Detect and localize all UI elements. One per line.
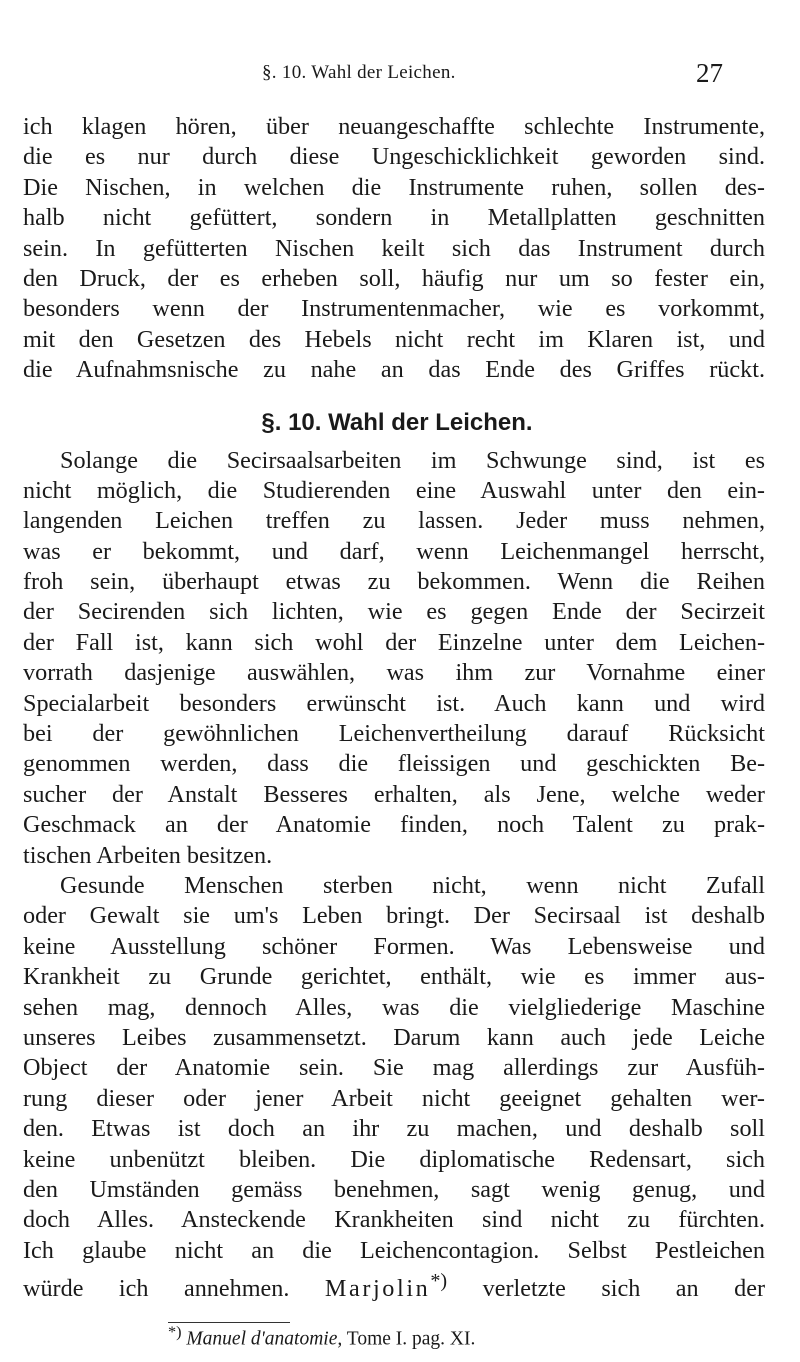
text-line: sucher der Anstalt Besseres erhalten, als Jene, welche weder <box>23 780 765 808</box>
text-line: Solange die Secirsaalsarbeiten im Schwunge sind, ist es <box>60 446 765 474</box>
text-line: langenden Leichen treffen zu lassen. Jeder muss nehmen, <box>23 507 765 535</box>
paragraph-3 <box>23 871 765 1303</box>
running-header <box>0 58 800 92</box>
text-line: der Fall ist, kann sich wohl der Einzelne unter dem Leichen- <box>23 628 765 656</box>
text-line: keine unbenützt bleiben. Die diplomatische Redensart, sich <box>23 1145 765 1173</box>
text-line: den Umständen gemäss benehmen, sagt wenig genug, und <box>23 1175 765 1203</box>
running-title: §. 10. Wahl der Leichen. <box>262 62 456 83</box>
footnote-marker: *) <box>430 1270 448 1293</box>
text-line: rung dieser oder jener Arbeit nicht geeignet gehalten wer- <box>23 1084 765 1112</box>
text-line: die Aufnahmsnische zu nahe an das Ende des Griffes rückt. <box>23 356 765 384</box>
footnote-marker: *) <box>168 1323 182 1341</box>
text-line: mit den Gesetzen des Hebels nicht recht im Klaren ist, und <box>23 325 765 353</box>
text-line-last <box>23 1266 765 1303</box>
footnote-title: Manuel d'anatomie, <box>186 1328 343 1350</box>
paragraph-1 <box>23 112 765 386</box>
text-fragment: würde ich annehmen. <box>23 1275 290 1303</box>
text-line: sehen mag, dennoch Alles, was die vielgliederige Maschine <box>23 993 765 1021</box>
text-line: oder Gewalt sie um's Leben bringt. Der Secirsaal ist deshalb <box>23 902 765 930</box>
text-line: den Druck, der es erheben soll, häufig nur um so fester ein, <box>23 264 765 292</box>
text-line: Specialarbeit besonders erwünscht ist. Auch kann und wird <box>23 689 765 717</box>
footnote-reference: Tome I. pag. XI. <box>346 1328 476 1350</box>
text-line: doch Alles. Ansteckende Krankheiten sind nicht zu fürchten. <box>23 1206 765 1234</box>
text-line: halb nicht gefüttert, sondern in Metallplatten geschnitten <box>23 204 765 232</box>
page-number: 27 <box>696 58 723 88</box>
text-line: nicht möglich, die Studierenden eine Auswahl unter den ein- <box>23 476 765 504</box>
text-line: tischen Arbeiten besitzen. <box>23 841 273 869</box>
text-line: vorrath dasjenige auswählen, was ihm zur Vornahme einer <box>23 659 765 687</box>
text-line: ich klagen hören, über neuangeschaffte schlechte Instrumente, <box>23 113 765 140</box>
text-line: Die Nischen, in welchen die Instrumente ruhen, sollen des- <box>23 173 765 201</box>
author-name: Marjolin <box>324 1275 431 1303</box>
text-line: Geschmack an der Anatomie finden, noch Talent zu prak- <box>23 811 765 839</box>
text-line: bei der gewöhnlichen Leichenvertheilung darauf Rücksicht <box>23 720 765 748</box>
text-line: unseres Leibes zusammensetzt. Darum kann auch jede Leiche <box>23 1023 765 1051</box>
text-line: Gesunde Menschen sterben nicht, wenn nicht Zufall <box>60 871 765 899</box>
text-line: froh sein, überhaupt etwas zu bekommen. Wenn die Reihen <box>23 568 765 596</box>
footnote <box>168 1323 475 1351</box>
text-line: genommen werden, dass die fleissigen und geschickten Be- <box>23 750 765 778</box>
body-text <box>23 112 765 1303</box>
paragraph-2 <box>23 446 765 871</box>
text-line: besonders wenn der Instrumentenmacher, wie es vorkommt, <box>23 295 765 323</box>
text-line: Object der Anatomie sein. Sie mag allerdings zur Ausfüh- <box>23 1054 765 1082</box>
section-heading: §. 10. Wahl der Leichen. <box>261 408 533 436</box>
text-line: der Secirenden sich lichten, wie es gegen Ende der Secirzeit <box>23 598 765 626</box>
text-fragment: verletzte sich an der <box>482 1275 765 1303</box>
text-line: Krankheit zu Grunde gerichtet, enthält, wie es immer aus- <box>23 963 765 991</box>
text-line: keine Ausstellung schöner Formen. Was Lebensweise und <box>23 932 765 960</box>
text-line: sein. In gefütterten Nischen keilt sich das Instrument durch <box>23 234 765 262</box>
text-line: die es nur durch diese Ungeschicklichkeit geworden sind. <box>23 143 765 171</box>
text-line: Ich glaube nicht an die Leichencontagion. Selbst Pestleichen <box>23 1236 765 1264</box>
text-line: was er bekommt, und darf, wenn Leichenmangel herrscht, <box>23 537 765 565</box>
text-line: den. Etwas ist doch an ihr zu machen, und deshalb soll <box>23 1115 765 1143</box>
